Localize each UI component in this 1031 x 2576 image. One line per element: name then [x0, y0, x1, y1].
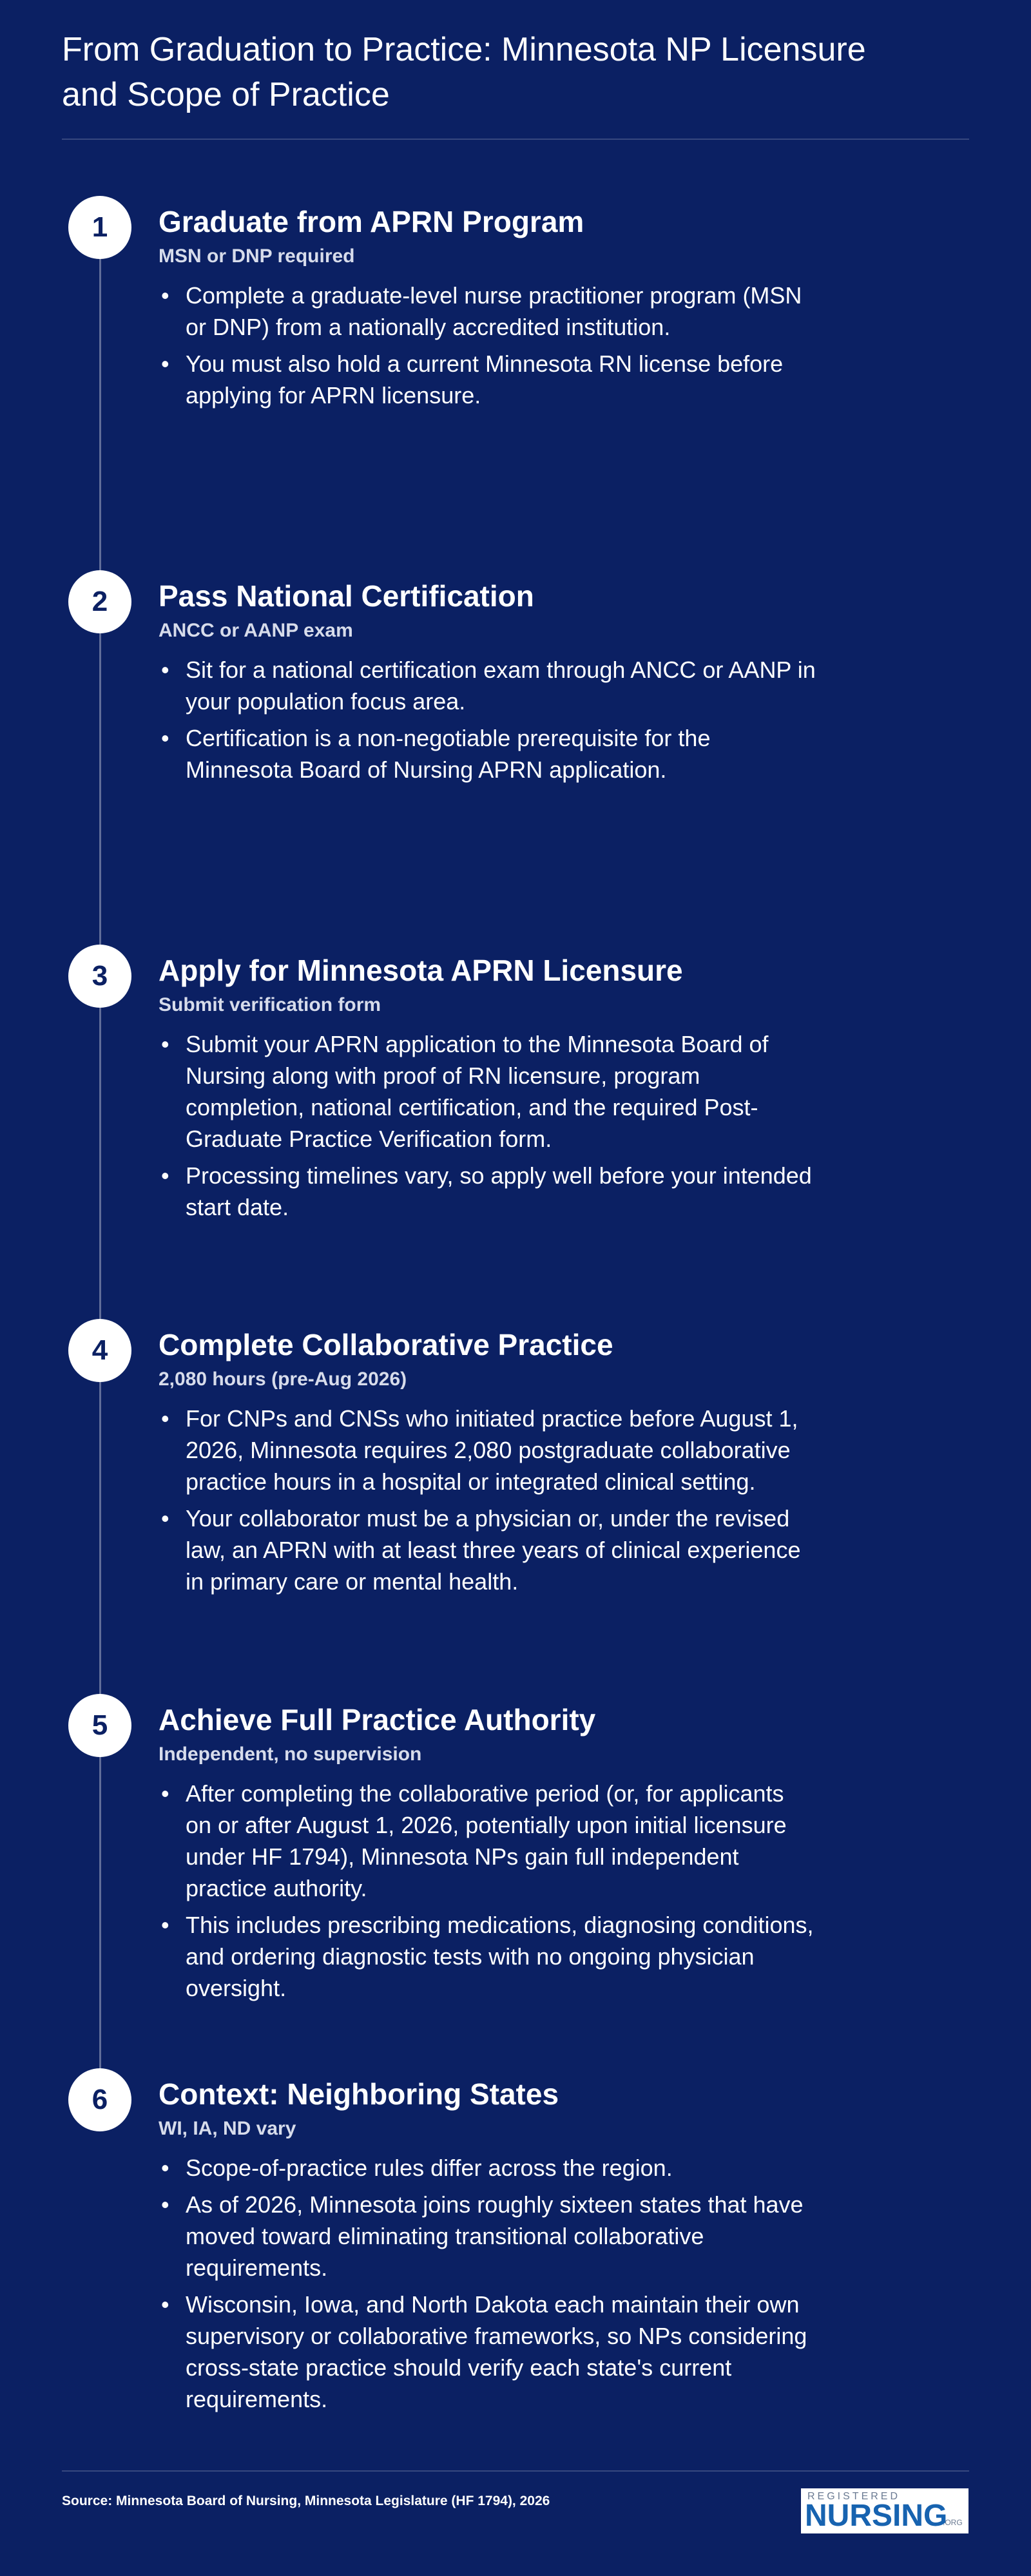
logo-tagline: REGISTERED — [807, 2491, 901, 2502]
page-title: From Graduation to Practice: Minnesota NP Licensure and Scope of Practice — [62, 31, 866, 113]
step-bullet-list — [159, 1028, 816, 1228]
bullet-item: • This includes prescribing medications, diagnosing conditions, and ordering diagnostic tests with no ongoing physician oversight. — [159, 1909, 816, 2004]
step-title: Complete Collaborative Practice — [159, 1328, 613, 1361]
step-title: Pass National Certification — [159, 579, 534, 613]
step-title: Apply for Minnesota APRN Licensure — [159, 954, 683, 987]
header-divider — [62, 139, 969, 140]
bullet-item: • You must also hold a current Minnesota RN license before applying for APRN licensure. — [159, 348, 816, 411]
bullet-item: • Your collaborator must be a physician or, under the revised law, an APRN with at least three years of clinical experience in primary care or mental health. — [159, 1503, 816, 1597]
bullet-item: • Certification is a non-negotiable prerequisite for the Minnesota Board of Nursing APRN application. — [159, 722, 816, 785]
step-bullet-list — [159, 2152, 816, 2420]
bullet-item: • After completing the collaborative period (or, for applicants on or after August 1, 2026, potentially upon initial licensure under HF 1794), Minnesota NPs gain full independent practice authority. — [159, 1778, 816, 1904]
logo-suffix: .ORG — [943, 2518, 963, 2527]
source-citation: Source: Minnesota Board of Nursing, Minnesota Legislature (HF 1794), 2026 — [62, 2494, 550, 2508]
registered-nursing-logo[interactable] — [801, 2488, 968, 2533]
step-subtitle: ANCC or AANP exam — [159, 620, 353, 641]
step-subtitle: Submit verification form — [159, 994, 381, 1015]
logo-wordmark: NURSING — [805, 2499, 948, 2533]
bullet-item: • Scope-of-practice rules differ across the region. — [159, 2152, 816, 2184]
step-subtitle: MSN or DNP required — [159, 245, 355, 267]
step-title: Achieve Full Practice Authority — [159, 1703, 596, 1736]
bullet-item: • Processing timelines vary, so apply well before your intended start date. — [159, 1160, 816, 1223]
step-number-badge: 5 — [68, 1694, 131, 1757]
step-number-badge: 4 — [68, 1319, 131, 1382]
bullet-item: • Submit your APRN application to the Minnesota Board of Nursing along with proof of RN licensure, program completion, national certification, and the required Post-Graduate Practice Verification form. — [159, 1028, 816, 1155]
bullet-item: • Wisconsin, Iowa, and North Dakota each maintain their own supervisory or collaborative frameworks, so NPs considering cross-state practice should verify each state's current requirements. — [159, 2289, 816, 2415]
timeline-line — [99, 219, 101, 2100]
bullet-item: • Sit for a national certification exam through ANCC or AANP in your population focus area. — [159, 654, 816, 717]
step-bullet-list — [159, 1403, 816, 1602]
footer-divider — [62, 2470, 969, 2472]
step-number-badge: 6 — [68, 2068, 131, 2131]
step-subtitle: 2,080 hours (pre-Aug 2026) — [159, 1369, 407, 1390]
step-number-badge: 1 — [68, 196, 131, 259]
step-number-badge: 2 — [68, 570, 131, 633]
bullet-item: • For CNPs and CNSs who initiated practice before August 1, 2026, Minnesota requires 2,080 postgraduate collaborative practice hours in a hospital or integrated clinical setting. — [159, 1403, 816, 1497]
step-subtitle: WI, IA, ND vary — [159, 2118, 296, 2139]
bullet-item: • Complete a graduate-level nurse practitioner program (MSN or DNP) from a nationally accredited institution. — [159, 280, 816, 343]
step-title: Graduate from APRN Program — [159, 205, 584, 238]
step-bullet-list — [159, 1778, 816, 2009]
step-number-badge: 3 — [68, 945, 131, 1008]
step-bullet-list — [159, 654, 816, 791]
bullet-item: • As of 2026, Minnesota joins roughly sixteen states that have moved toward eliminating transitional collaborative requirements. — [159, 2189, 816, 2283]
step-title: Context: Neighboring States — [159, 2077, 559, 2111]
step-bullet-list — [159, 280, 816, 416]
step-subtitle: Independent, no supervision — [159, 1744, 422, 1765]
